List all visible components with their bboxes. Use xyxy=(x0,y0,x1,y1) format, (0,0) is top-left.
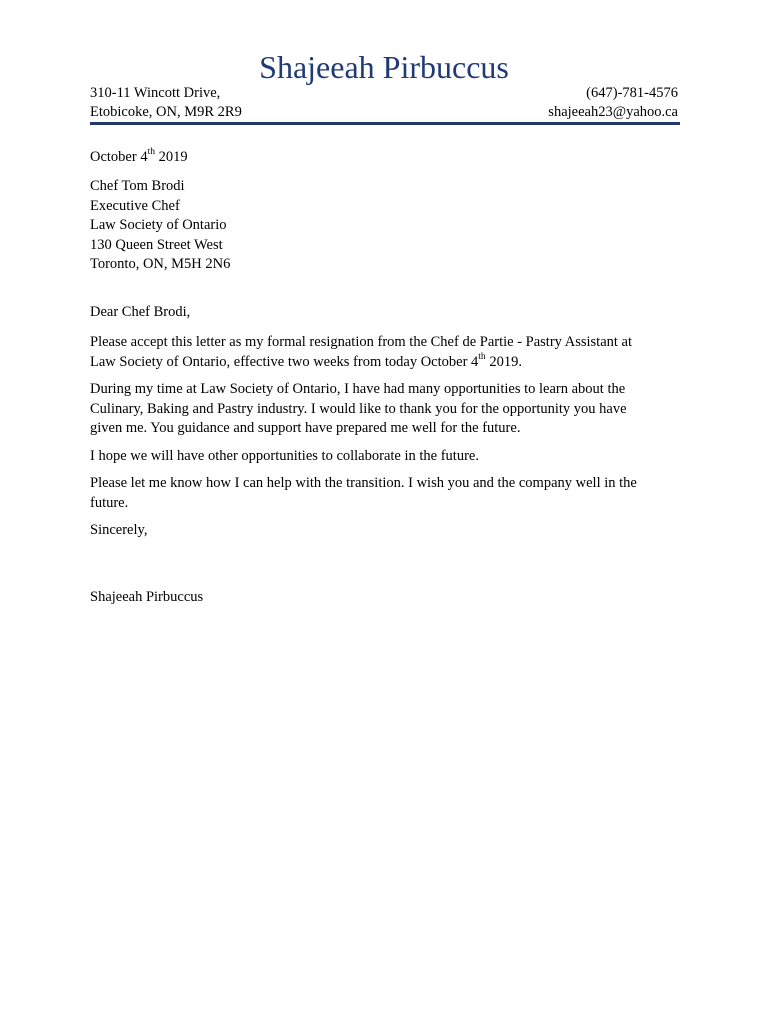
paragraph-text: 2019. xyxy=(485,353,522,370)
sender-contact xyxy=(548,84,678,122)
signature-name: Shajeeah Pirbuccus xyxy=(90,589,204,605)
paragraph-line: I hope we will have other opportunities to collaborate in the future. xyxy=(90,447,479,464)
paragraph-transition xyxy=(90,474,680,513)
letter-date xyxy=(90,148,680,168)
email-address: shajeeah23@yahoo.ca xyxy=(548,104,678,120)
paragraph-line: future. xyxy=(90,494,129,511)
header-divider xyxy=(90,122,680,125)
address-line-1: 310-11 Wincott Drive, xyxy=(90,85,221,101)
recipient-city: Toronto, ON, M5H 2N6 xyxy=(90,256,231,272)
paragraph-line: Please let me know how I can help with the transition. I wish you and the company well in the xyxy=(90,475,637,491)
recipient-name: Chef Tom Brodi xyxy=(90,178,185,194)
date-month-day: October 4 xyxy=(90,149,148,165)
paragraph-gratitude xyxy=(90,380,680,439)
sender-address xyxy=(90,84,242,122)
paragraph-line: Culinary, Baking and Pastry industry. I would like to thank you for the opportunity you have xyxy=(90,400,627,417)
address-line-2: Etobicoke, ON, M9R 2R9 xyxy=(90,104,242,120)
letter-body xyxy=(90,333,680,549)
closing: Sincerely, xyxy=(90,522,148,538)
paragraph-line: given me. You guidance and support have prepared me well for the future. xyxy=(90,420,521,436)
paragraph-line xyxy=(90,353,680,373)
paragraph-resignation xyxy=(90,333,680,372)
date-suffix: th xyxy=(147,147,155,158)
paragraph-text: Law Society of Ontario, effective two weeks from today October 4 xyxy=(90,353,479,370)
salutation: Dear Chef Brodi, xyxy=(90,304,191,320)
sender-name-heading: Shajeeah Pirbuccus xyxy=(259,49,509,85)
recipient-organization: Law Society of Ontario xyxy=(90,217,227,233)
date-suffix: th xyxy=(478,351,486,362)
date-year: 2019 xyxy=(154,149,188,165)
paragraph-line: During my time at Law Society of Ontario, I have had many opportunities to learn about the xyxy=(90,381,626,397)
phone-number: (647)-781-4576 xyxy=(586,85,678,101)
recipient-title: Executive Chef xyxy=(90,197,180,214)
paragraph-line: Please accept this letter as my formal resignation from the Chef de Partie - Pastry Assistant at xyxy=(90,334,632,350)
paragraph-collaborate xyxy=(90,447,680,467)
recipient-block xyxy=(90,177,680,275)
recipient-street: 130 Queen Street West xyxy=(90,236,223,253)
